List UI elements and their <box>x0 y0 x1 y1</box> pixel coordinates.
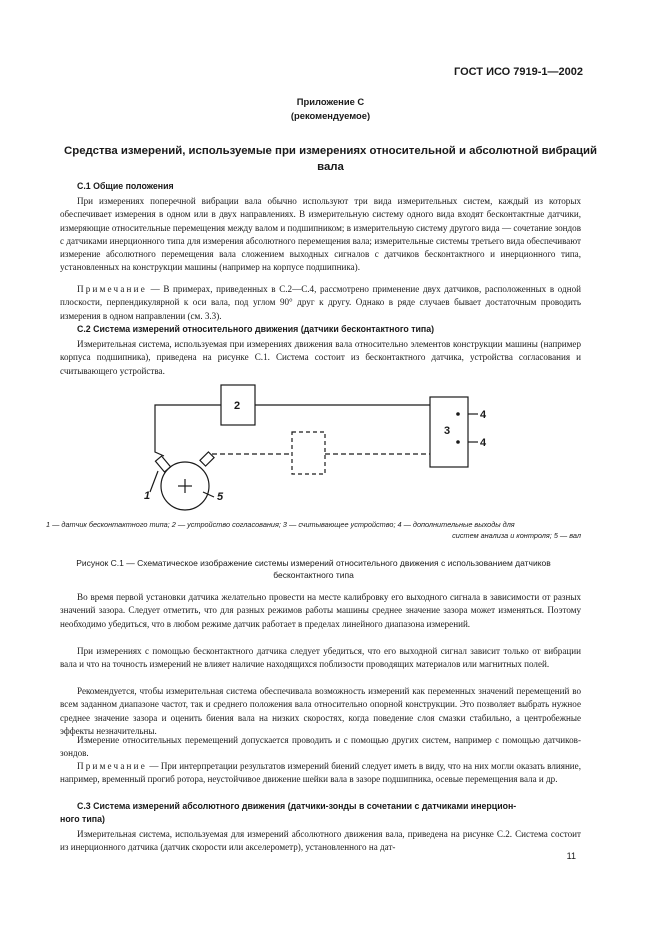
note-2 <box>60 760 581 787</box>
annex-label: Приложение С <box>296 96 365 107</box>
sensor-2-body <box>200 452 214 466</box>
section-c2-paragraph: Измерительная система, используемая при измерениях движения вала относительно элементов конструкции машины (например корпуса подшипника), приведена на рисунке С.1. Система состоит из бесконтактного датчика, устройства согласования и считывающего устройства. <box>60 339 581 376</box>
section-c3-paragraph: Измерительная система, используемая для измерений абсолютного движения вала, приведена на рисунке С.2. Система состоит из инерционного датчика (датчик скорости или акселерометр), установленного на дат- <box>60 829 581 853</box>
section-c3-heading-line-1: С.3 Система измерений абсолютного движения (датчики-зонды в сочетании с датчиками инерцион- <box>77 801 517 811</box>
label-shaft-5: 5 <box>217 491 224 503</box>
label-output-4b: 4 <box>480 437 487 449</box>
note-1-text: — В примерах, приведенных в С.2—С.4, рассмотрено применение двух датчиков, расположенных в одной плоскости, перпендикулярной к оси вала, под углом 90° друг к другу. Однако в ряде случаев бывает достаточным проводить измерения в одном направлении (см. 3.3). <box>60 284 581 321</box>
section-c1-paragraph: При измерениях поперечной вибрации вала обычно используют три вида измерительных систем, каждый из которых обеспечивает измерения в одном или в двух направлениях. В измерительную систему одного вида входят бесконтактные датчики, измеряющие относительные перемещения между валом и подшипником; в измерительную систему другого вида — сочетание зондов с датчиками инерционного типа для измерения абсолютного перемещения вала; измерительные системы третьего вида обеспечивают измерение абсолютного перемещения вала сложением выходных сигналов с датчиков бесконтактного и инерционного типа, установленных на конструкции машины (например на корпусе подшипника). <box>60 196 581 273</box>
section-c3-heading-line-2: ного типа) <box>60 814 105 824</box>
figure-caption: Рисунок С.1 — Схематическое изображение системы измерений относительного движения с использованием датчиков бесконтактного типа <box>76 558 551 580</box>
section-c2-heading: С.2 Система измерений относительного движения (датчики бесконтактного типа) <box>77 324 435 334</box>
figure-legend <box>46 519 581 552</box>
note-2-label: Примечание <box>77 761 147 771</box>
section-c1-heading: С.1 Общие положения <box>77 181 174 191</box>
label-box-3: 3 <box>444 425 451 437</box>
standard-designation: ГОСТ ИСО 7919-1—2002 <box>453 66 583 78</box>
label-output-4a: 4 <box>480 409 487 421</box>
note-1-label: Примечание <box>77 284 147 294</box>
body-paragraph: Рекомендуется, чтобы измерительная система обеспечивала возможность измерений как переменных значений перемещений во всем заданном диапазоне частот, так и среднего положения вала относительно опорной конструкции. Это позволяет выбрать нужное среднее значение зазора и оценить биения вала на низких скоростях, когда поведение слоя смазки стабильно, а центробежные эффекты незначительны. <box>60 686 581 736</box>
note-2-text: — При интерпретации результатов измерений биений следует иметь в виду, что на них могли оказать влияние, например, временный прогиб ротора, неустойчивое движение шейки вала в зазоре подшипника, осевые перемещения вала и др. <box>60 761 581 785</box>
body-paragraph: Во время первой установки датчика желательно провести на месте калибровку его выходного сигнала в зависимости от разных значений зазора. Следует отметить, что для разных режимов работы машины среднее значение зазора может изменяться. Поэтому необходимо убедиться, что в любом режиме датчик работает в пределах линейного диапазона измерений. <box>60 592 581 629</box>
legend-line-1: 1 — датчик бесконтактного типа; 2 — устройство согласования; 3 — считывающее устройство; 4 — дополнительные выходы для <box>46 520 515 529</box>
annex-title: Средства измерений, используемые при измерениях относительной и абсолютной вибраций вала <box>64 145 597 173</box>
annex-status: (рекомендуемое) <box>290 110 371 121</box>
label-sensor-1: 1 <box>144 490 151 502</box>
page-number: 11 <box>566 851 576 861</box>
label-box-2: 2 <box>234 400 241 412</box>
body-paragraph: При измерениях с помощью бесконтактного датчика следует убедиться, что его выходной сигнал зависит только от вибрации вала и что на точность измерений не влияет наличие находящихся поблизости проводящих материалов или магнитных полей. <box>60 646 581 670</box>
second-channel-dashed-box <box>292 432 325 474</box>
body-paragraph: Измерение относительных перемещений допускается проводить и с помощью других систем, например с помощью датчиков-зондов. <box>60 735 581 759</box>
legend-line-2: систем анализа и контроля; 5 — вал <box>452 531 581 540</box>
